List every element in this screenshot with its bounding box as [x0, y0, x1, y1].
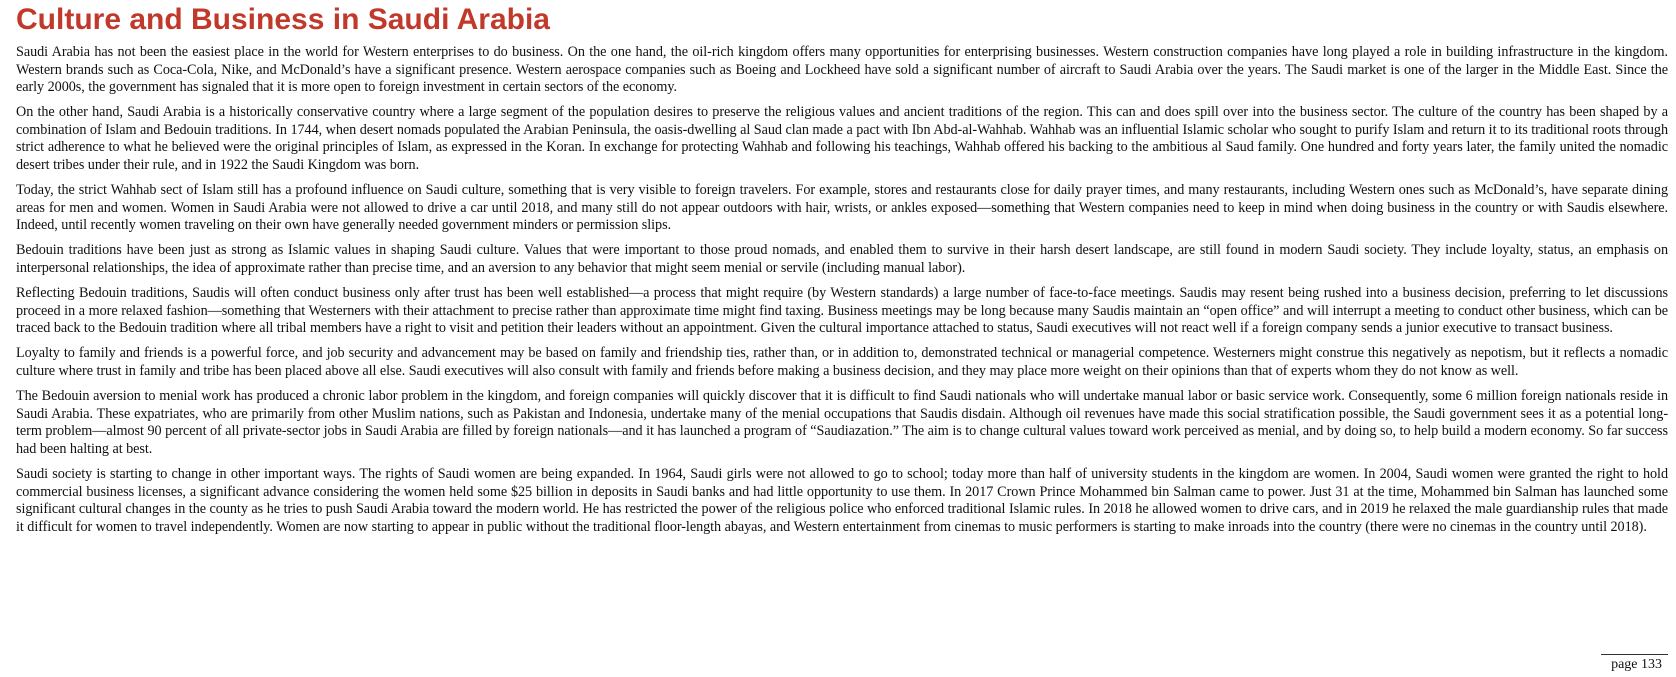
- paragraph-8: Saudi society is starting to change in other important ways. The rights of Saudi women are being expanded. In 1964, Saudi girls were not allowed to go to school; today more than half of university students in the kingdom are women. In 2004, Saudi women were granted the right to hold commercial business licenses, a significant advance considering the women held some $25 billion in deposits in Saudi banks and had little opportunity to use them. In 2017 Crown Prince Mohammed bin Salman came to power. Just 31 at the time, Mohammed bin Salman has launched some significant cultural changes in the county as he tries to push Saudi Arabia toward the modern world. He has restricted the power of the religious police who enforced traditional Islamic rules. In 2018 he allowed women to drive cars, and in 2019 he relaxed the male guardianship rules that made it difficult for women to travel independently. Women are now starting to appear in public without the traditional floor-length abayas, and Western entertainment from cinemas to music performers is starting to make inroads into the country (there were no cinemas in the country until 2018).: [16, 465, 1668, 535]
- paragraph-4: Bedouin traditions have been just as strong as Islamic values in shaping Saudi culture. Values that were important to those proud nomads, and enabled them to survive in their harsh desert landscape, are still found in modern Saudi society. They include loyalty, status, an emphasis on interpersonal relationships, the idea of approximate rather than precise time, and an aversion to any behavior that might seem menial or servile (including manual labor).: [16, 242, 1668, 277]
- paragraph-7: The Bedouin aversion to menial work has produced a chronic labor problem in the kingdom, and foreign companies will quickly discover that it is difficult to find Saudi nationals who will undertake manual labor or basic service work. Consequently, some 6 million foreign nationals reside in Saudi Arabia. These expatriates, who are primarily from other Muslim nations, such as Pakistan and Indonesia, undertake many of the menial occupations that Saudis disdain. Although oil revenues have made this social stratification possible, the Saudi government sees it as a potential long-term problem—almost 90 percent of all private-sector jobs in Saudi Arabia are filled by foreign nationals—and it has launched a program of “Saudiazation.” The aim is to change cultural values toward work perceived as menial, and by doing so, to help build a modern economy. So far success had been halting at best.: [16, 388, 1668, 457]
- paragraph-5: Reflecting Bedouin traditions, Saudis will often conduct business only after trust has been well established—a process that might require (by Western standards) a large number of face-to-face meetings. Saudis may resent being rushed into a business decision, preferring to let discussions proceed in a more relaxed fashion—something that Westerners with their attachment to precise rather than approximate time might find taxing. Business meetings may be long because many Saudis maintain an “open office” and will interrupt a meeting to conduct other business, which can be traced back to the Bedouin tradition where all tribal members have a right to visit and petition their leaders without an appointment. Given the cultural importance attached to status, Saudi executives will not react well if a foreign company sends a junior executive to transact business.: [16, 285, 1668, 337]
- paragraph-6: Loyalty to family and friends is a powerful force, and job security and advancement may be based on family and friendship ties, rather than, or in addition to, demonstrated technical or managerial competence. Westerners might construe this negatively as nepotism, but it reflects a nomadic culture where trust in family and tribe has been placed above all else. Saudi executives will also consult with family and friends before making a business decision, and they may place more weight on their opinions than that of experts whom they do not know as well.: [16, 345, 1668, 379]
- paragraph-3: Today, the strict Wahhab sect of Islam still has a profound influence on Saudi culture, something that is very visible to foreign travelers. For example, stores and restaurants close for daily prayer times, and many restaurants, including Western ones such as McDonald’s, have separate dining areas for men and women. Women in Saudi Arabia were not allowed to drive a car until 2018, and many still do not appear outdoors with hair, wrists, or ankles exposed—something that Western companies need to keep in mind when doing business in the country or with Saudis elsewhere. Indeed, until recently women traveling on their own have generally needed government minders or permission slips.: [16, 182, 1668, 234]
- page-title: Culture and Business in Saudi Arabia: [16, 3, 550, 36]
- paragraph-1: Saudi Arabia has not been the easiest place in the world for Western enterprises to do business. On the one hand, the oil-rich kingdom offers many opportunities for enterprising businesses. Western construction companies have long played a role in building infrastructure in the kingdom. Western brands such as Coca-Cola, Nike, and McDonald’s have a significant presence. Western aerospace companies such as Boeing and Lockheed have sold a significant number of aircraft to Saudi Arabia over the years. The Saudi market is one of the larger in the Middle East. Since the early 2000s, the government has signaled that it is more open to foreign investment in certain sectors of the economy.: [16, 44, 1668, 96]
- page-number: page 133: [1601, 654, 1668, 673]
- paragraph-2: On the other hand, Saudi Arabia is a historically conservative country where a large segment of the population desires to preserve the religious values and ancient traditions of the region. This can and does spill over into the business sector. The culture of the country has been shaped by a combination of Islam and Bedouin traditions. In 1744, when desert nomads populated the Arabian Peninsula, the oasis-dwelling al Saud clan made a pact with Ibn Abd-al-Wahhab. Wahhab was an influential Islamic scholar who sought to purify Islam and return it to its traditional roots through strict adherence to what he believed were the original principles of Islam, as expressed in the Koran. In exchange for protecting Wahhab and following his teachings, Wahhab offered his backing to the ambitious al Saud family. One hundred and forty years later, the family united the nomadic desert tribes under their rule, and in 1922 the Saudi Kingdom was born.: [16, 104, 1668, 174]
- document-page: [16, 2, 1668, 544]
